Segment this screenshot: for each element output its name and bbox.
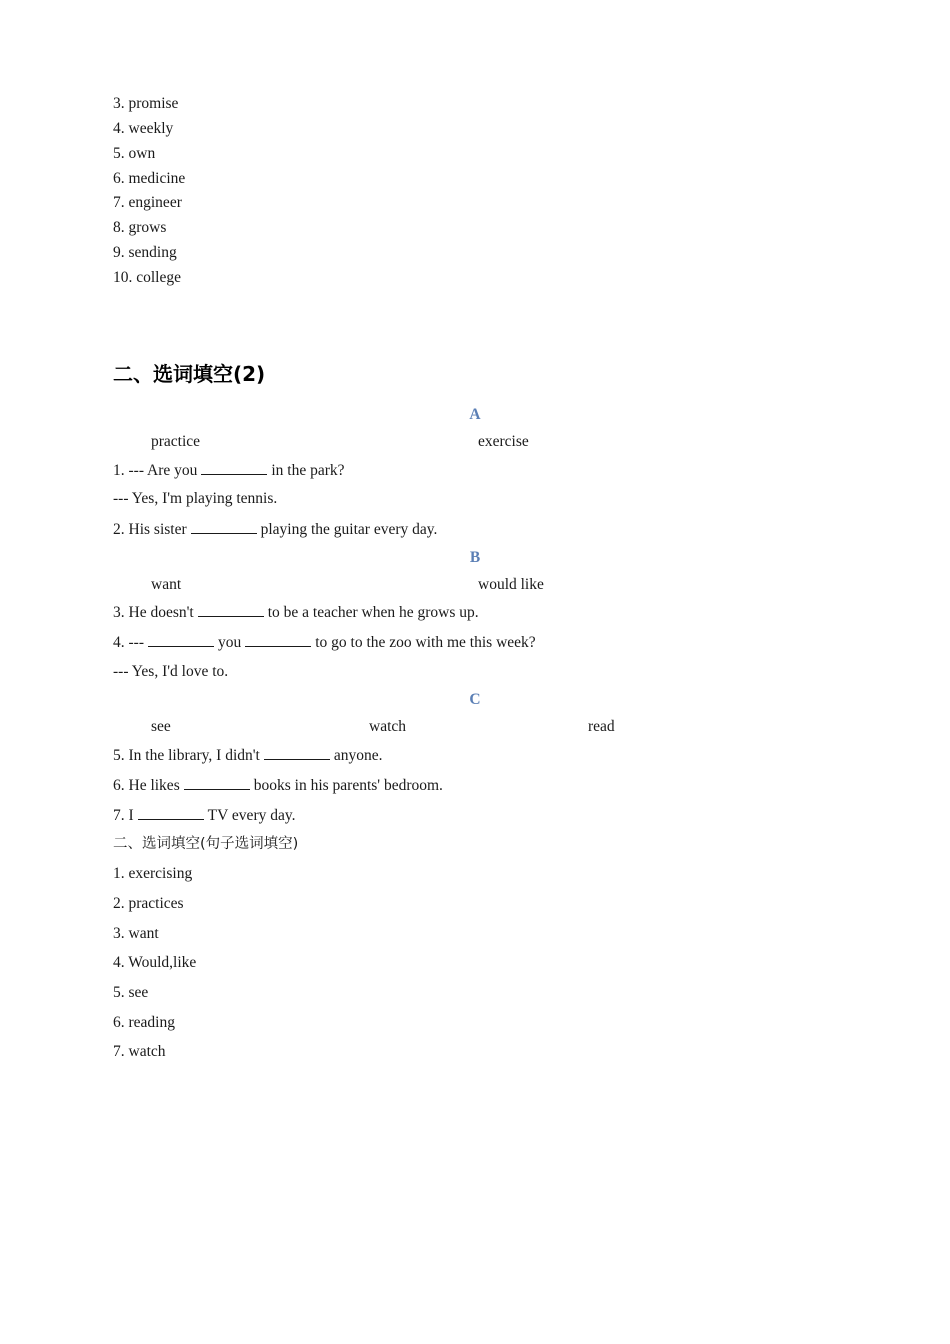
- answer-blank: [264, 745, 330, 760]
- answer-blank: [191, 519, 257, 534]
- question-text: TV every day.: [207, 807, 296, 824]
- question-2: [113, 519, 437, 540]
- answer-blank: [138, 805, 204, 820]
- answer-blank: [184, 775, 250, 790]
- answer-line: 8. grows: [113, 219, 167, 236]
- question-4-reply: --- Yes, I'd love to.: [113, 663, 229, 680]
- question-text: playing the guitar every day.: [260, 521, 438, 538]
- answer-blank: [245, 632, 311, 647]
- word-box-item: watch: [369, 718, 407, 735]
- answer-line: 7. watch: [113, 1043, 166, 1060]
- answer-line: 4. Would,like: [113, 954, 197, 971]
- word-box-item: see: [151, 718, 171, 735]
- question-text: 4. ---: [113, 634, 144, 651]
- word-box-item: read: [588, 718, 615, 735]
- question-text: 5. In the library, I didn't: [113, 747, 260, 764]
- question-text: in the park?: [271, 462, 345, 479]
- answer-line: 6. reading: [113, 1014, 175, 1031]
- word-box-item: would like: [478, 576, 544, 593]
- answer-blank: [148, 632, 214, 647]
- answer-line: 5. own: [113, 145, 156, 162]
- group-letter-a: A: [469, 406, 481, 423]
- answer-key-label: 二、选词填空(句子选词填空): [113, 836, 299, 852]
- question-1: [113, 460, 345, 481]
- group-letter-c: C: [469, 691, 481, 708]
- question-5: [113, 745, 383, 766]
- answer-line: 5. see: [113, 984, 149, 1001]
- answer-blank: [198, 602, 264, 617]
- question-text: to go to the zoo with me this week?: [315, 634, 536, 651]
- section-heading: 二、选词填空(2): [113, 362, 266, 386]
- question-text: anyone.: [333, 747, 383, 764]
- answer-blank: [201, 460, 267, 475]
- question-text: to be a teacher when he grows up.: [267, 604, 479, 621]
- group-letter-b: B: [469, 549, 481, 566]
- question-text: 7. I: [113, 807, 134, 824]
- question-1-reply: --- Yes, I'm playing tennis.: [113, 490, 278, 507]
- answer-line: 10. college: [113, 269, 182, 286]
- answer-line: 7. engineer: [113, 194, 182, 211]
- answer-line: 3. promise: [113, 95, 179, 112]
- question-6: [113, 775, 443, 796]
- question-4: [113, 632, 536, 653]
- question-text: 1. --- Are you: [113, 462, 198, 479]
- question-text: you: [218, 634, 242, 651]
- question-text: 2. His sister: [113, 521, 187, 538]
- question-3: [113, 602, 479, 623]
- question-text: 6. He likes: [113, 777, 180, 794]
- answer-line: 2. practices: [113, 895, 184, 912]
- word-box-item: exercise: [478, 433, 529, 450]
- word-box-item: practice: [151, 433, 201, 450]
- answer-line: 9. sending: [113, 244, 177, 261]
- answer-line: 6. medicine: [113, 170, 186, 187]
- word-box-item: want: [151, 576, 182, 593]
- question-text: 3. He doesn't: [113, 604, 194, 621]
- answer-line: 3. want: [113, 925, 159, 942]
- answer-line: 4. weekly: [113, 120, 174, 137]
- answer-line: 1. exercising: [113, 865, 193, 882]
- question-text: books in his parents' bedroom.: [253, 777, 443, 794]
- question-7: [113, 805, 295, 826]
